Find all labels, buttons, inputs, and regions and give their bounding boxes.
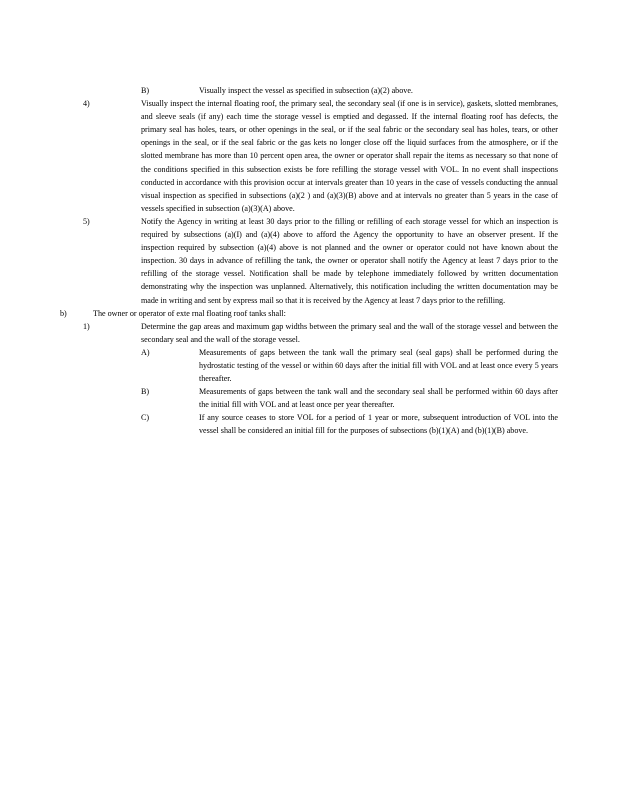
list-text: Notify the Agency in writing at least 30 days prior to the filling or refilling of each storage vessel for which an inspection is required by subsections (a)(I) and (a)(4) above to afford the Agency the opportunity to have an observer present. If the inspection required by subsection (a)(4) above is not planned and the owner or operator could not have known about the inspection. 30 days in advance of refilling the tank, the owner or operator shall notify the Agency at least 7 days prior to the refilling of the storage vessel. Notification shall be made by telephone immediately followed by written documentation demonstrating why the inspection was unplanned. Alternatively, this notification including the written documentation may be made in writing and sent by express mail so that it is received by the Agency at least 7 days prior to the refilling. <box>141 216 558 305</box>
list-marker: 1) <box>83 321 90 331</box>
document-body <box>60 84 558 438</box>
list-item <box>141 385 558 411</box>
list-text: The owner or operator of exte rnal floating roof tanks shall: <box>93 308 286 318</box>
list-marker: A) <box>141 347 150 357</box>
list-marker: 5) <box>83 216 90 226</box>
list-item <box>60 307 558 320</box>
list-text: If any source ceases to store VOL for a period of 1 year or more, subsequent introduction of VOL into the vessel shall be considered an initial fill for the purposes of subsections (b)(1)(A) and (b)(1)(B) above. <box>199 413 558 436</box>
list-marker: B) <box>141 387 150 397</box>
list-item <box>83 215 558 307</box>
list-marker: b) <box>60 308 67 318</box>
list-item <box>141 346 558 385</box>
list-marker: 4) <box>83 99 90 109</box>
list-item <box>83 97 558 215</box>
list-item <box>141 411 558 437</box>
list-item <box>83 320 558 346</box>
list-text: Measurements of gaps between the tank wall and the secondary seal shall be performed within 60 days after the initial fill with VOL and at least once per year thereafter. <box>199 387 558 410</box>
list-item <box>141 84 558 97</box>
list-text: Visually inspect the vessel as specified in subsection (a)(2) above. <box>199 86 413 95</box>
list-marker: B) <box>141 86 150 95</box>
list-text: Visually inspect the internal floating roof, the primary seal, the secondary seal (if one is in service), gaskets, slotted membranes, and sleeve seals (if any) each time the storage vessel is emptied and degassed. If the internal floating roof has defects, the primary seal has holes, tears, or other openings in the seal, or if the seal fabric or the secondary seal has holes, tears, or other openings in the seal, or if the seal fabric or the gas kets no longer close off the liquid surfaces from the atmosphere, or if the slotted membrane has more than 10 percent open area, the owner or operator shall repair the items as necessary so that none of the conditions specified in this subsection exists be fore refilling the storage vessel with VOL. In no event shall inspections conducted in accordance with this provision occur at intervals greater than 10 years in the case of vessels conducting the annual visual inspection as specified in subsections (a)(2 ) and (a)(3)(B) above and at intervals no greater than 5 years in the case of vessels specified in subsection (a)(3)(A) above. <box>141 99 558 213</box>
list-marker: C) <box>141 413 150 423</box>
list-text: Determine the gap areas and maximum gap widths between the primary seal and the wall of the storage vessel and between the secondary seal and the wall of the storage vessel. <box>141 321 558 344</box>
list-text: Measurements of gaps between the tank wall the primary seal (seal gaps) shall be performed during the hydrostatic testing of the vessel or within 60 days after the initial fill with VOL and at least once every 5 years thereafter. <box>199 347 558 384</box>
